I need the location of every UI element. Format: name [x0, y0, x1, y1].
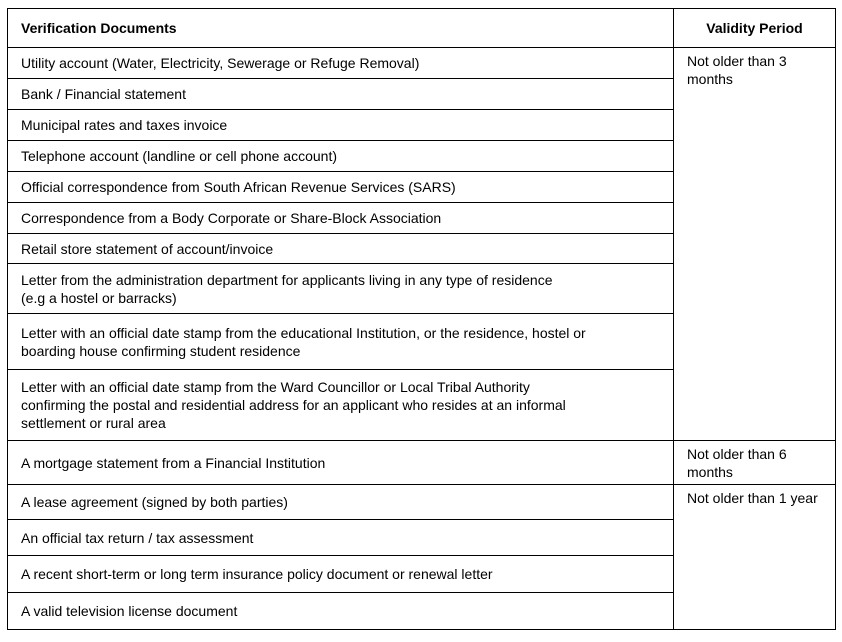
document-cell: [8, 264, 674, 314]
document-text: A mortgage statement from a Financial Institution: [21, 454, 326, 471]
document-text: Utility account (Water, Electricity, Sewerage or Refuge Removal): [21, 55, 420, 71]
document-cell: [8, 79, 674, 110]
validity-text: Not older than 3: [687, 53, 787, 69]
document-cell: [8, 520, 674, 556]
validity-text: Not older than 1 year: [687, 490, 818, 506]
document-cell: [8, 556, 674, 593]
document-text: settlement or rural area: [21, 415, 166, 431]
document-cell: [8, 141, 674, 172]
document-text: Retail store statement of account/invoice: [21, 240, 274, 257]
document-cell: [8, 485, 674, 520]
document-text: Telephone account (landline or cell phone account): [21, 148, 337, 164]
document-text: Bank / Financial statement: [21, 86, 186, 102]
document-cell: [8, 110, 674, 141]
table-header-row: [8, 9, 836, 48]
document-text: Letter from the administration department for applicants living in any type of residence: [21, 271, 553, 288]
document-text: Correspondence from a Body Corporate or Share-Block Association: [21, 210, 442, 226]
document-text: (e.g a hostel or barracks): [21, 289, 177, 306]
validity-cell-3-months: [674, 48, 836, 441]
header-validity-period: Validity Period: [674, 9, 836, 48]
validity-cell-1-year: [674, 485, 836, 630]
document-cell: [8, 314, 674, 370]
document-text: An official tax return / tax assessment: [21, 529, 254, 546]
document-text: Official correspondence from South African Revenue Services (SARS): [21, 179, 456, 195]
document-text: Letter with an official date stamp from the Ward Councillor or Local Tribal Authority: [21, 379, 530, 395]
header-verification-documents: Verification Documents: [8, 9, 674, 48]
document-cell: [8, 370, 674, 441]
document-text: Municipal rates and taxes invoice: [21, 117, 228, 133]
validity-text: months: [687, 71, 733, 87]
validity-text: Not older than 6: [687, 446, 787, 462]
table-row: [8, 485, 836, 520]
document-text: Letter with an official date stamp from the educational Institution, or the residence, hostel or: [21, 324, 586, 341]
document-cell: [8, 234, 674, 264]
document-cell: [8, 203, 674, 234]
validity-cell-6-months: [674, 441, 836, 485]
document-text: A valid television license document: [21, 603, 238, 619]
verification-documents-table: [7, 8, 836, 630]
table-row: [8, 48, 836, 79]
document-cell: [8, 593, 674, 630]
table-row: [8, 441, 836, 485]
document-cell: [8, 441, 674, 485]
document-text: confirming the postal and residential address for an applicant who resides at an informal: [21, 397, 566, 413]
document-text: A lease agreement (signed by both parties): [21, 494, 288, 510]
document-cell: [8, 172, 674, 203]
document-cell: [8, 48, 674, 79]
document-text: A recent short-term or long term insurance policy document or renewal letter: [21, 566, 493, 582]
validity-text: months: [687, 464, 733, 480]
document-text: boarding house confirming student residence: [21, 342, 301, 359]
